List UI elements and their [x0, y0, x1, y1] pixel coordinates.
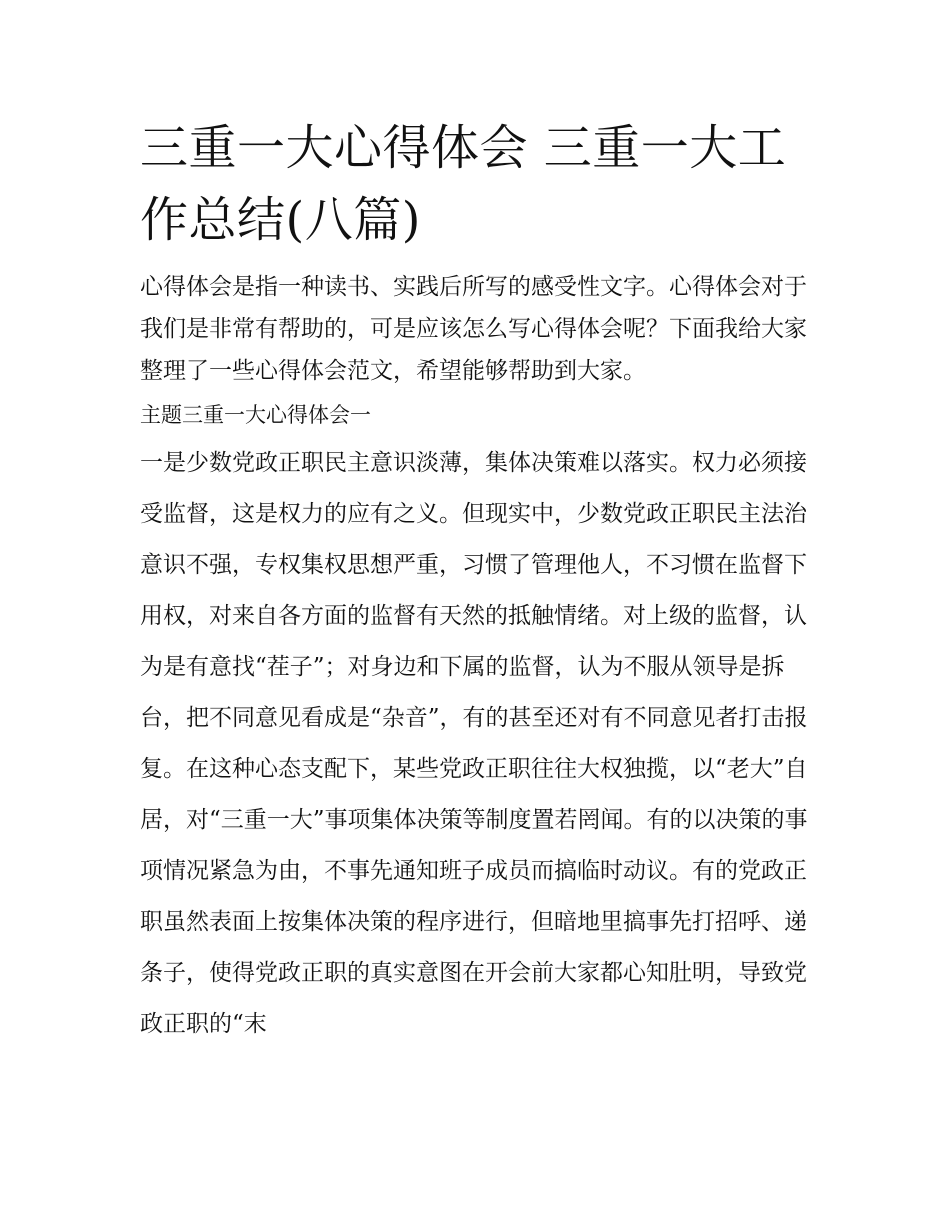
document-title: 三重一大心得体会 三重一大工作总结(八篇)	[140, 120, 787, 248]
document-content	[140, 112, 820, 1050]
body-paragraph: 一是少数党政正职民主意识淡薄，集体决策难以落实。权力必须接受监督，这是权力的应有之义。但现实中，少数党政正职民主法治意识不强，专权集权思想严重，习惯了管理他人，不习惯在监督下用权，对来自各方面的监督有天然的抵触情绪。对上级的监督，认为是有意找“茬子”；对身边和下属的监督，认为不服从领导是拆台，把不同意见看成是“杂音”，有的甚至还对有不同意见者打击报复。在这种心态支配下，某些党政正职往往大权独揽，以“老大”自居，对“三重一大”事项集体决策等制度置若罔闻。有的以决策的事项情况紧急为由，不事先通知班子成员而搞临时动议。有的党政正职虽然表面上按集体决策的程序进行，但暗地里搞事先打招呼、递条子，使得党政正职的真实意图在开会前大家都心知肚明，导致党政正职的“末	[140, 450, 808, 1037]
section-heading: 主题三重一大心得体会一	[140, 403, 371, 427]
intro-paragraph: 心得体会是指一种读书、实践后所写的感受性文字。心得体会对于我们是非常有帮助的，可是应该怎么写心得体会呢？下面我给大家整理了一些心得体会范文，希望能够帮助到大家。	[140, 274, 807, 384]
